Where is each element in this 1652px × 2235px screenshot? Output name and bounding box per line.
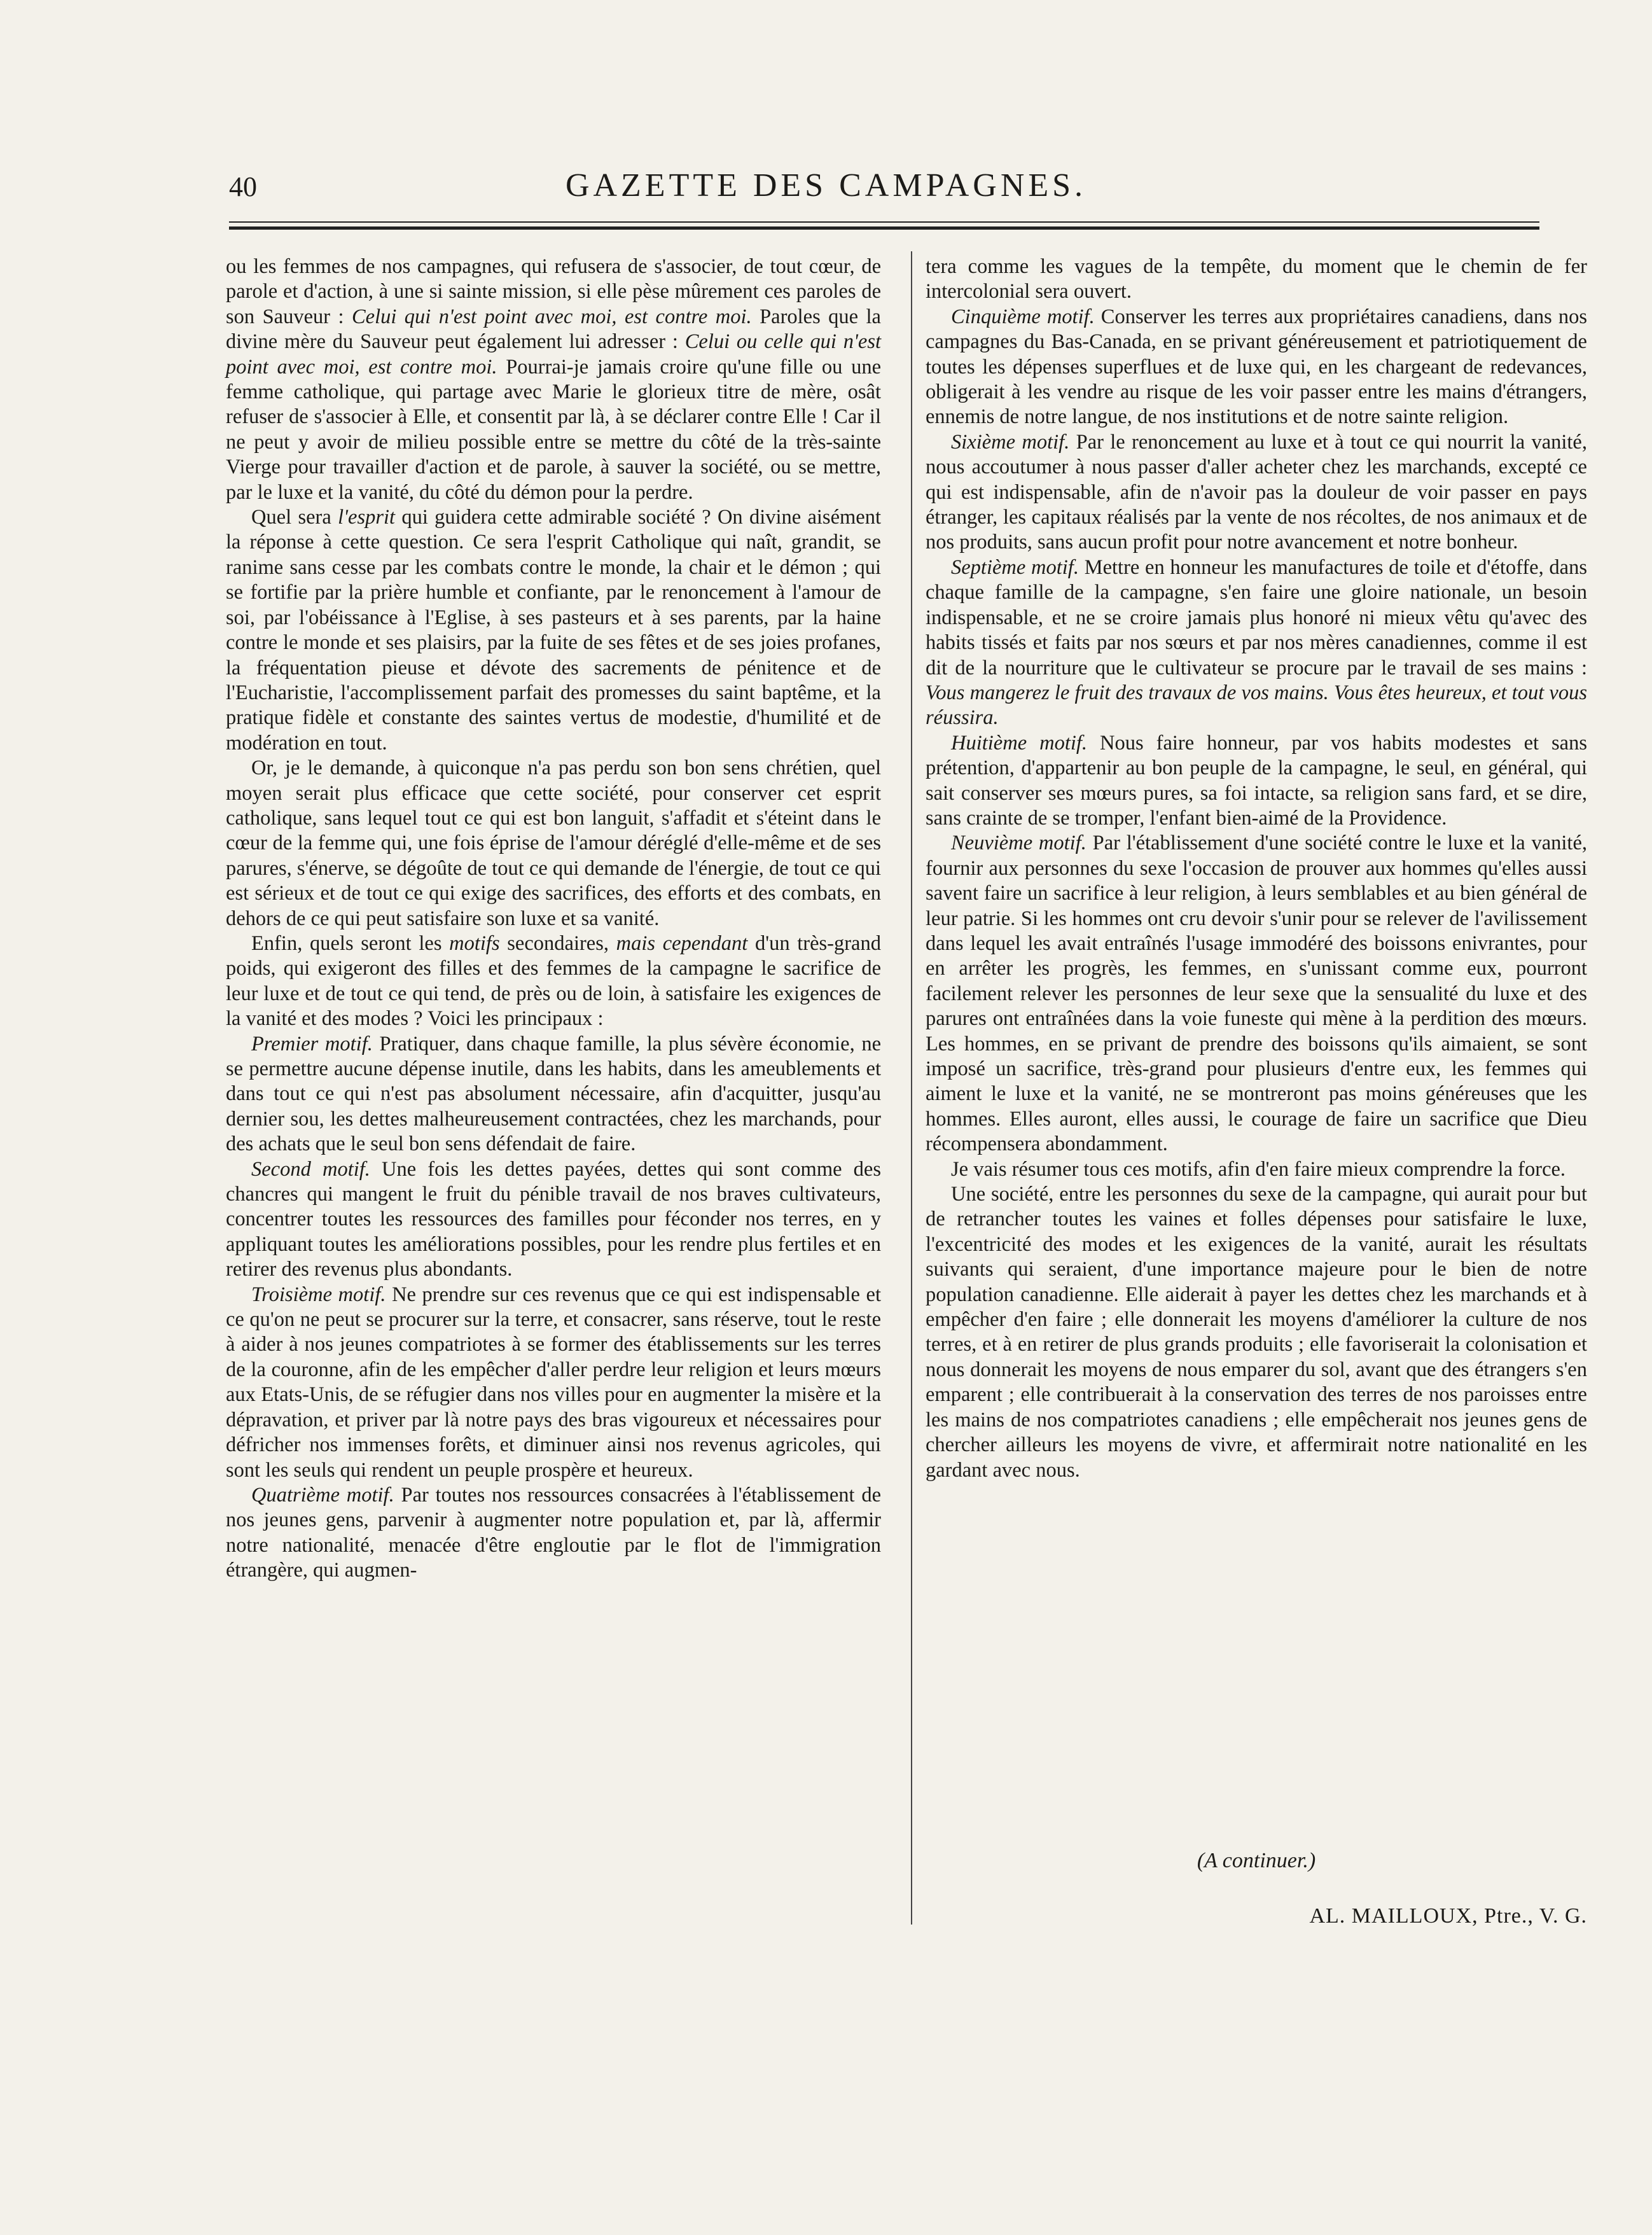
- header-rule-thin: [229, 221, 1539, 223]
- left-column: [226, 254, 881, 1584]
- header-rule-thick: [229, 226, 1539, 230]
- paragraph-premier-motif: Premier motif. Pratiquer, dans chaque famille, la plus sévère économie, ne se permettre aucune dépense inutile, dans les habits, dans les ameublements et dans tout ce qui n'est pas absolument nécessaire, afin d'acquitter, jusqu'au dernier sou, les dettes malheureusement contractées, chez les marchands, pour des achats que le seul bon sens défendait de faire.: [226, 1032, 881, 1156]
- paragraph: tera comme les vagues de la tempête, du moment que le chemin de fer intercolonial sera ouvert.: [926, 255, 1587, 303]
- paragraph: Je vais résumer tous ces motifs, afin d'en faire mieux comprendre la force.: [951, 1157, 1566, 1181]
- paragraph-septieme-motif: Septième motif. Mettre en honneur les manufactures de toile et d'étoffe, dans chaque famille de la campagne, s'en faire une gloire nationale, un besoin indispensable, et ne se croire jamais plus honoré ni mieux vêtu qu'avec des habits tissés et faits par nos sœurs et par nos mères canadiennes, comme il est dit de la nourriture que le cultivateur se procure par le travail de ses mains : Vous mangerez le fruit des travaux de vos mains. Vous êtes heureux, et tout vous réussira.: [926, 555, 1587, 730]
- newspaper-title: GAZETTE DES CAMPAGNES.: [565, 167, 1087, 204]
- right-column: [926, 254, 1587, 1483]
- paragraph-sixieme-motif: Sixième motif. Par le renoncement au luxe et à tout ce qui nourrit la vanité, nous accoutumer à nous passer d'aller acheter chez les marchands, excepté ce qui est indispensable, afin de n'avoir pas la douleur de voir passer en pays étranger, les capitaux réalisés par la vente de nos récoltes, de nos animaux et de nos produits, sans aucun profit pour notre avancement et notre bonheur.: [926, 430, 1587, 554]
- paragraph-neuvieme-motif: Neuvième motif. Par l'établissement d'une société contre le luxe et la vanité, fournir aux personnes du sexe l'occasion de prouver aux hommes qu'elles aussi savent faire un sacrifice à leur religion, à leurs semblables et au bien général de leur patrie. Si les hommes ont cru devoir s'unir pour se relever de l'avilissement dans lequel les avait entraînés l'usage immodéré des boissons enivrantes, pour en arrêter les progrès, les femmes, en s'unissant comme eux, pourront facilement relever les personnes de leur sexe que la sensualité du luxe et des parures ont entraînées dans la voie funeste qui mène à la perdition des mœurs. Les hommes, en se privant de prendre des boissons qu'ils aimaient, se sont imposé un sacrifice, très-grand pour plusieurs d'entre eux, les femmes qui aiment le luxe et la vanité, ne se montreront pas moins généreuses que les hommes. Elles auront, elles aussi, le courage de faire un sacrifice que Dieu récompensera abondamment.: [926, 832, 1588, 1156]
- paragraph: ou les femmes de nos campagnes, qui refusera de s'associer, de tout cœur, de parole et d'action, à une si sainte mission, si elle pèse mûrement ces paroles de son Sauveur : Celui qui n'est point avec moi, est contre moi. Paroles que la divine mère du Sauveur peut également lui adresser : Celui ou celle qui n'est point avec moi, est contre moi. Pourrai-je jamais croire qu'une fille ou une femme catholique, qui partage avec Marie le glorieux titre de mère, osât refuser de s'associer à Elle, et consentit par là, à se déclarer contre Elle ! Car il ne peut y avoir de milieu possible entre se mettre du côté de la très-sainte Vierge pour travailler d'action et de parole, à sauver la société, ou se mettre, par le luxe et la vanité, du côté du démon pour la perdre.: [226, 255, 882, 504]
- paragraph: Enfin, quels seront les motifs secondaires, mais cependant d'un très-grand poids, qui exigeront des filles et des femmes de la campagne le sacrifice de leur luxe et de tout ce qui tend, de près ou de loin, à satisfaire les exigences de la vanité et des modes ? Voici les principaux :: [226, 931, 881, 1031]
- paragraph: Or, je le demande, à quiconque n'a pas perdu son bon sens chrétien, quel moyen serait plus efficace que cette société, pour conserver cet esprit catholique, sans lequel tout ce qui est bon languit, s'affadit et s'éteint dans le cœur de la femme qui, une fois éprise de l'amour déréglé d'elle-même et de ses parures, s'énerve, se dégoûte de tout ce qui demande de l'énergie, de tout ce qui est sérieux et de tout ce qui exige des sacrifices, des efforts et des combats, en dehors de ce qui peut satisfaire son luxe et sa vanité.: [226, 756, 881, 930]
- column-divider: [911, 251, 912, 1925]
- paragraph: Une société, entre les personnes du sexe de la campagne, qui aurait pour but de retrancher toutes les vaines et folles dépenses pour satisfaire le luxe, l'excentricité des modes et les exigences de la vanité, aurait les résultats suivants qui seraient, d'une importance majeure pour le bien de notre population canadienne. Elle aiderait à payer les dettes chez les marchands et à empêcher d'en faire ; elle donnerait les moyens d'améliorer la culture de nos terres, et à en retirer de plus grands produits ; elle favoriserait la colonisation et nous donnerait les moyens de nous emparer du sol, avant que des étrangers s'en emparent ; elle contribuerait à la conservation des terres de nos paroisses entre les mains de nos compatriotes canadiens ; elle empêcherait nos jeunes gens de chercher ailleurs les moyens de vivre, et affermirait notre nationalité en les gardant avec nous.: [926, 1183, 1587, 1482]
- page-number: 40: [229, 171, 257, 202]
- to-be-continued: (A continuer.): [1197, 1849, 1316, 1872]
- author-signature: AL. MAILLOUX, Ptre., V. G.: [1309, 1904, 1587, 1928]
- paragraph-quatrieme-motif: Quatrième motif. Par toutes nos ressources consacrées à l'établissement de nos jeunes gens, parvenir à augmenter notre population et, par là, affermir notre nationalité, menacée d'être engloutie par le flot de l'immigration étrangère, qui augmen-: [226, 1483, 882, 1582]
- paragraph-troisieme-motif: Troisième motif. Ne prendre sur ces revenus que ce qui est indispensable et ce qu'on ne peut se procurer sur la terre, et consacrer, sans réserve, tout le reste à aider à nos jeunes compatriotes à se former des établissements sur les terres de la couronne, afin de les empêcher d'aller perdre leur religion et leurs mœurs aux Etats-Unis, de se réfugier dans nos villes pour en augmenter la misère et la dépravation, et priver par là notre pays des bras vigoureux et nécessaires pour défricher nos immenses forêts, et diminuer ainsi nos revenus agricoles, qui sont les seuls qui rendent un peuple prospère et heureux.: [226, 1283, 882, 1482]
- paragraph-cinquieme-motif: Cinquième motif. Conserver les terres aux propriétaires canadiens, dans nos campagnes du Bas-Canada, en se privant généreusement et patriotiquement de toutes les dépenses superflues et de luxe qui, en les chargeant de redevances, obligerait à les vendre au risque de les voir passer entre les mains d'étrangers, ennemis de notre langue, de nos institutions et de notre sainte religion.: [926, 305, 1587, 429]
- paragraph-second-motif: Second motif. Une fois les dettes payées, dettes qui sont comme des chancres qui mangent le fruit du pénible travail de nos braves cultivateurs, concentrer toutes les ressources des familles pour féconder nos terres, en y appliquant toutes les améliorations possibles, pour les rendre plus fertiles et en retirer des revenus plus abondants.: [226, 1157, 881, 1281]
- paragraph: Quel sera l'esprit qui guidera cette admirable société ? On divine aisément la réponse à cette question. Ce sera l'esprit Catholique qui naît, grandit, se ranime sans cesse par les combats contre le monde, la chair et le démon ; qui se fortifie par la prière humble et confiante, par le renoncement à l'amour de soi, par l'obéissance à l'Eglise, à ses pasteurs et à ses parents, par la haine contre le monde et ses plaisirs, par la fuite de ses fêtes et de ses joies profanes, la fréquentation pieuse et dévote des sacrements de pénitence et de l'Eucharistie, l'accomplissement parfait des promesses du saint baptême, et la pratique fidèle et constante des saintes vertus de modestie, d'humilité et de modération en tout.: [226, 506, 881, 755]
- paragraph-huitieme-motif: Huitième motif. Nous faire honneur, par vos habits modestes et sans prétention, d'appartenir au bon peuple de la campagne, le seul, en général, qui sait conserver ses mœurs pures, sa foi intacte, sa religion sans fard, et se dire, sans crainte de se tromper, l'enfant bien-aimé de la Providence.: [926, 731, 1587, 830]
